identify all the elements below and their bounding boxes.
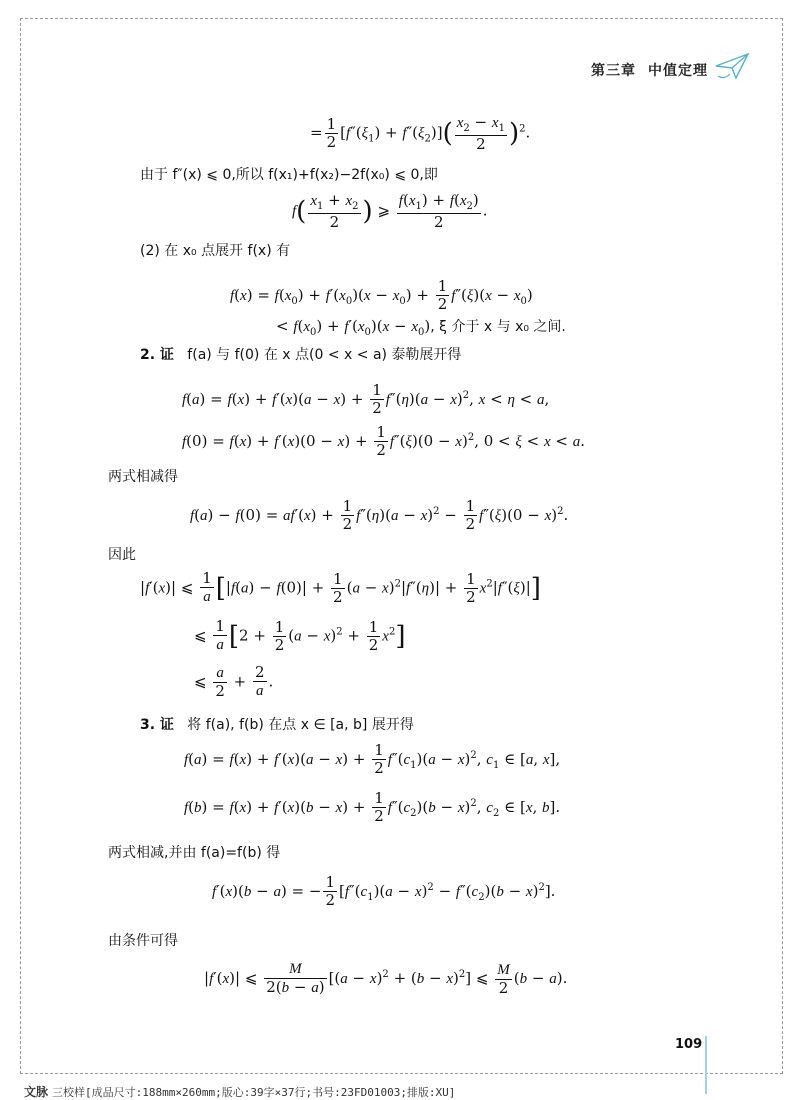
- text-inline: f(a) 与 f(0) 在 x 点(0 < x < a) 泰勒展开得: [187, 347, 462, 363]
- text-paragraph: 由条件可得: [108, 933, 178, 949]
- page-number: 109: [675, 1037, 703, 1052]
- equation-line: ⩽ $\frac{1}{a}$ [2 + $\frac{1}{2}$ $(a - x)^2$ + $\frac{1}{2}$ $x^2$]: [194, 617, 406, 654]
- equation-line: ⩽ $\frac{a}{2}$ + $\frac{2}{a}$ .: [194, 663, 274, 701]
- equation-line: f(a) = f(x) + f′(x)(a − x) + $\frac{1}{2}$ $f''(c_1)(a - x)^2$, $c_1$ ∈ [a, x],: [184, 741, 561, 778]
- problem-number: 3. 证: [140, 717, 174, 733]
- equation-line: f( $\frac{x_1 + x_2}{2}$ ) ⩾ $\frac{f(x_1) + f(x_2)}{2}$ .: [292, 191, 488, 231]
- equation-line: $f(x) = f(x_0) + f'(x_0)(x - x_0)$ + $\frac{1}{2}$ $f''(\xi)(x - x_0)$: [230, 277, 533, 314]
- equation-line: < $f(x_0) + f'(x_0)(x - x_0)$, ξ 介于 x 与 x₀ 之间.: [276, 317, 566, 338]
- text-paragraph: 因此: [108, 547, 136, 563]
- text-paragraph: (2) 在 x₀ 点展开 f(x) 有: [140, 243, 291, 259]
- text-paragraph: 两式相减得: [108, 469, 178, 485]
- equation-line: |f′(x)| ⩽ $\frac{1}{a}$ [|f(a) − f(0)| + $\frac{1}{2}$ $(a - x)^2|f''(\eta)|$ + $\frac{1}{2}$ $x^2|f''(\xi)|$]: [140, 569, 541, 606]
- chapter-label: 第三章: [591, 63, 636, 79]
- text-paragraph: 由于 f″(x) ⩽ 0,所以 f(x₁)+f(x₂)−2f(x₀) ⩽ 0,即: [140, 167, 438, 183]
- equation-line: |f′(x)| ⩽ $\frac{M}{2(b - a)}$ $[(a - x)^2 + (b - x)^2]$ ⩽ $\frac{M}{2}$ (b − a).: [204, 961, 568, 997]
- running-header: [591, 60, 708, 80]
- footer-info: 三校样[成品尺寸:188mm×260mm;版心:39字×37行;书号:23FD01003;排版:XU]: [52, 1086, 456, 1099]
- footer-brand: 文脉: [24, 1085, 49, 1099]
- text-inline: 将 f(a), f(b) 在点 x ∈ [a, b] 展开得: [187, 717, 414, 733]
- equation-line: f(0) = f(x) + f′(x)(0 − x) + $\frac{1}{2}$ $f''(\xi)(0 - x)^2$, 0 < ξ < x < a.: [182, 423, 585, 460]
- text-paragraph: [140, 714, 414, 734]
- paper-plane-icon: [714, 50, 750, 82]
- equation-line: = $\frac{1}{2}$ $[f''(\xi_1) + f''(\xi_2)]$( $\frac{x_2 - x_1}{2}$ )$^2$.: [310, 113, 531, 153]
- text-paragraph: 两式相减,并由 f(a)=f(b) 得: [108, 845, 281, 861]
- print-footer: [24, 1083, 455, 1100]
- equation-line: f(a) = f(x) + f′(x)(a − x) + $\frac{1}{2}$ $f''(\eta)(a - x)^2$, x < η < a,: [182, 381, 550, 418]
- chapter-title: 中值定理: [648, 63, 708, 79]
- page-number-bar: [705, 1036, 707, 1094]
- equation-line: f(b) = f(x) + f′(x)(b − x) + $\frac{1}{2}$ $f''(c_2)(b - x)^2$, $c_2$ ∈ [x, b].: [184, 789, 561, 826]
- equation-line: f(a) − f(0) = af′(x) + $\frac{1}{2}$ $f''(\eta)(a - x)^2$ − $\frac{1}{2}$ $f''(\xi)(0 - x)^2$.: [190, 497, 569, 534]
- text-inline: , ξ 介于 x 与 x₀ 之间.: [430, 319, 566, 335]
- problem-number: 2. 证: [140, 347, 174, 363]
- equation-line: f′(x)(b − a) = − $\frac{1}{2}$ $[f''(c_1)(a - x)^2 - f''(c_2)(b - x)^2]$.: [212, 873, 556, 910]
- text-paragraph: [140, 344, 461, 364]
